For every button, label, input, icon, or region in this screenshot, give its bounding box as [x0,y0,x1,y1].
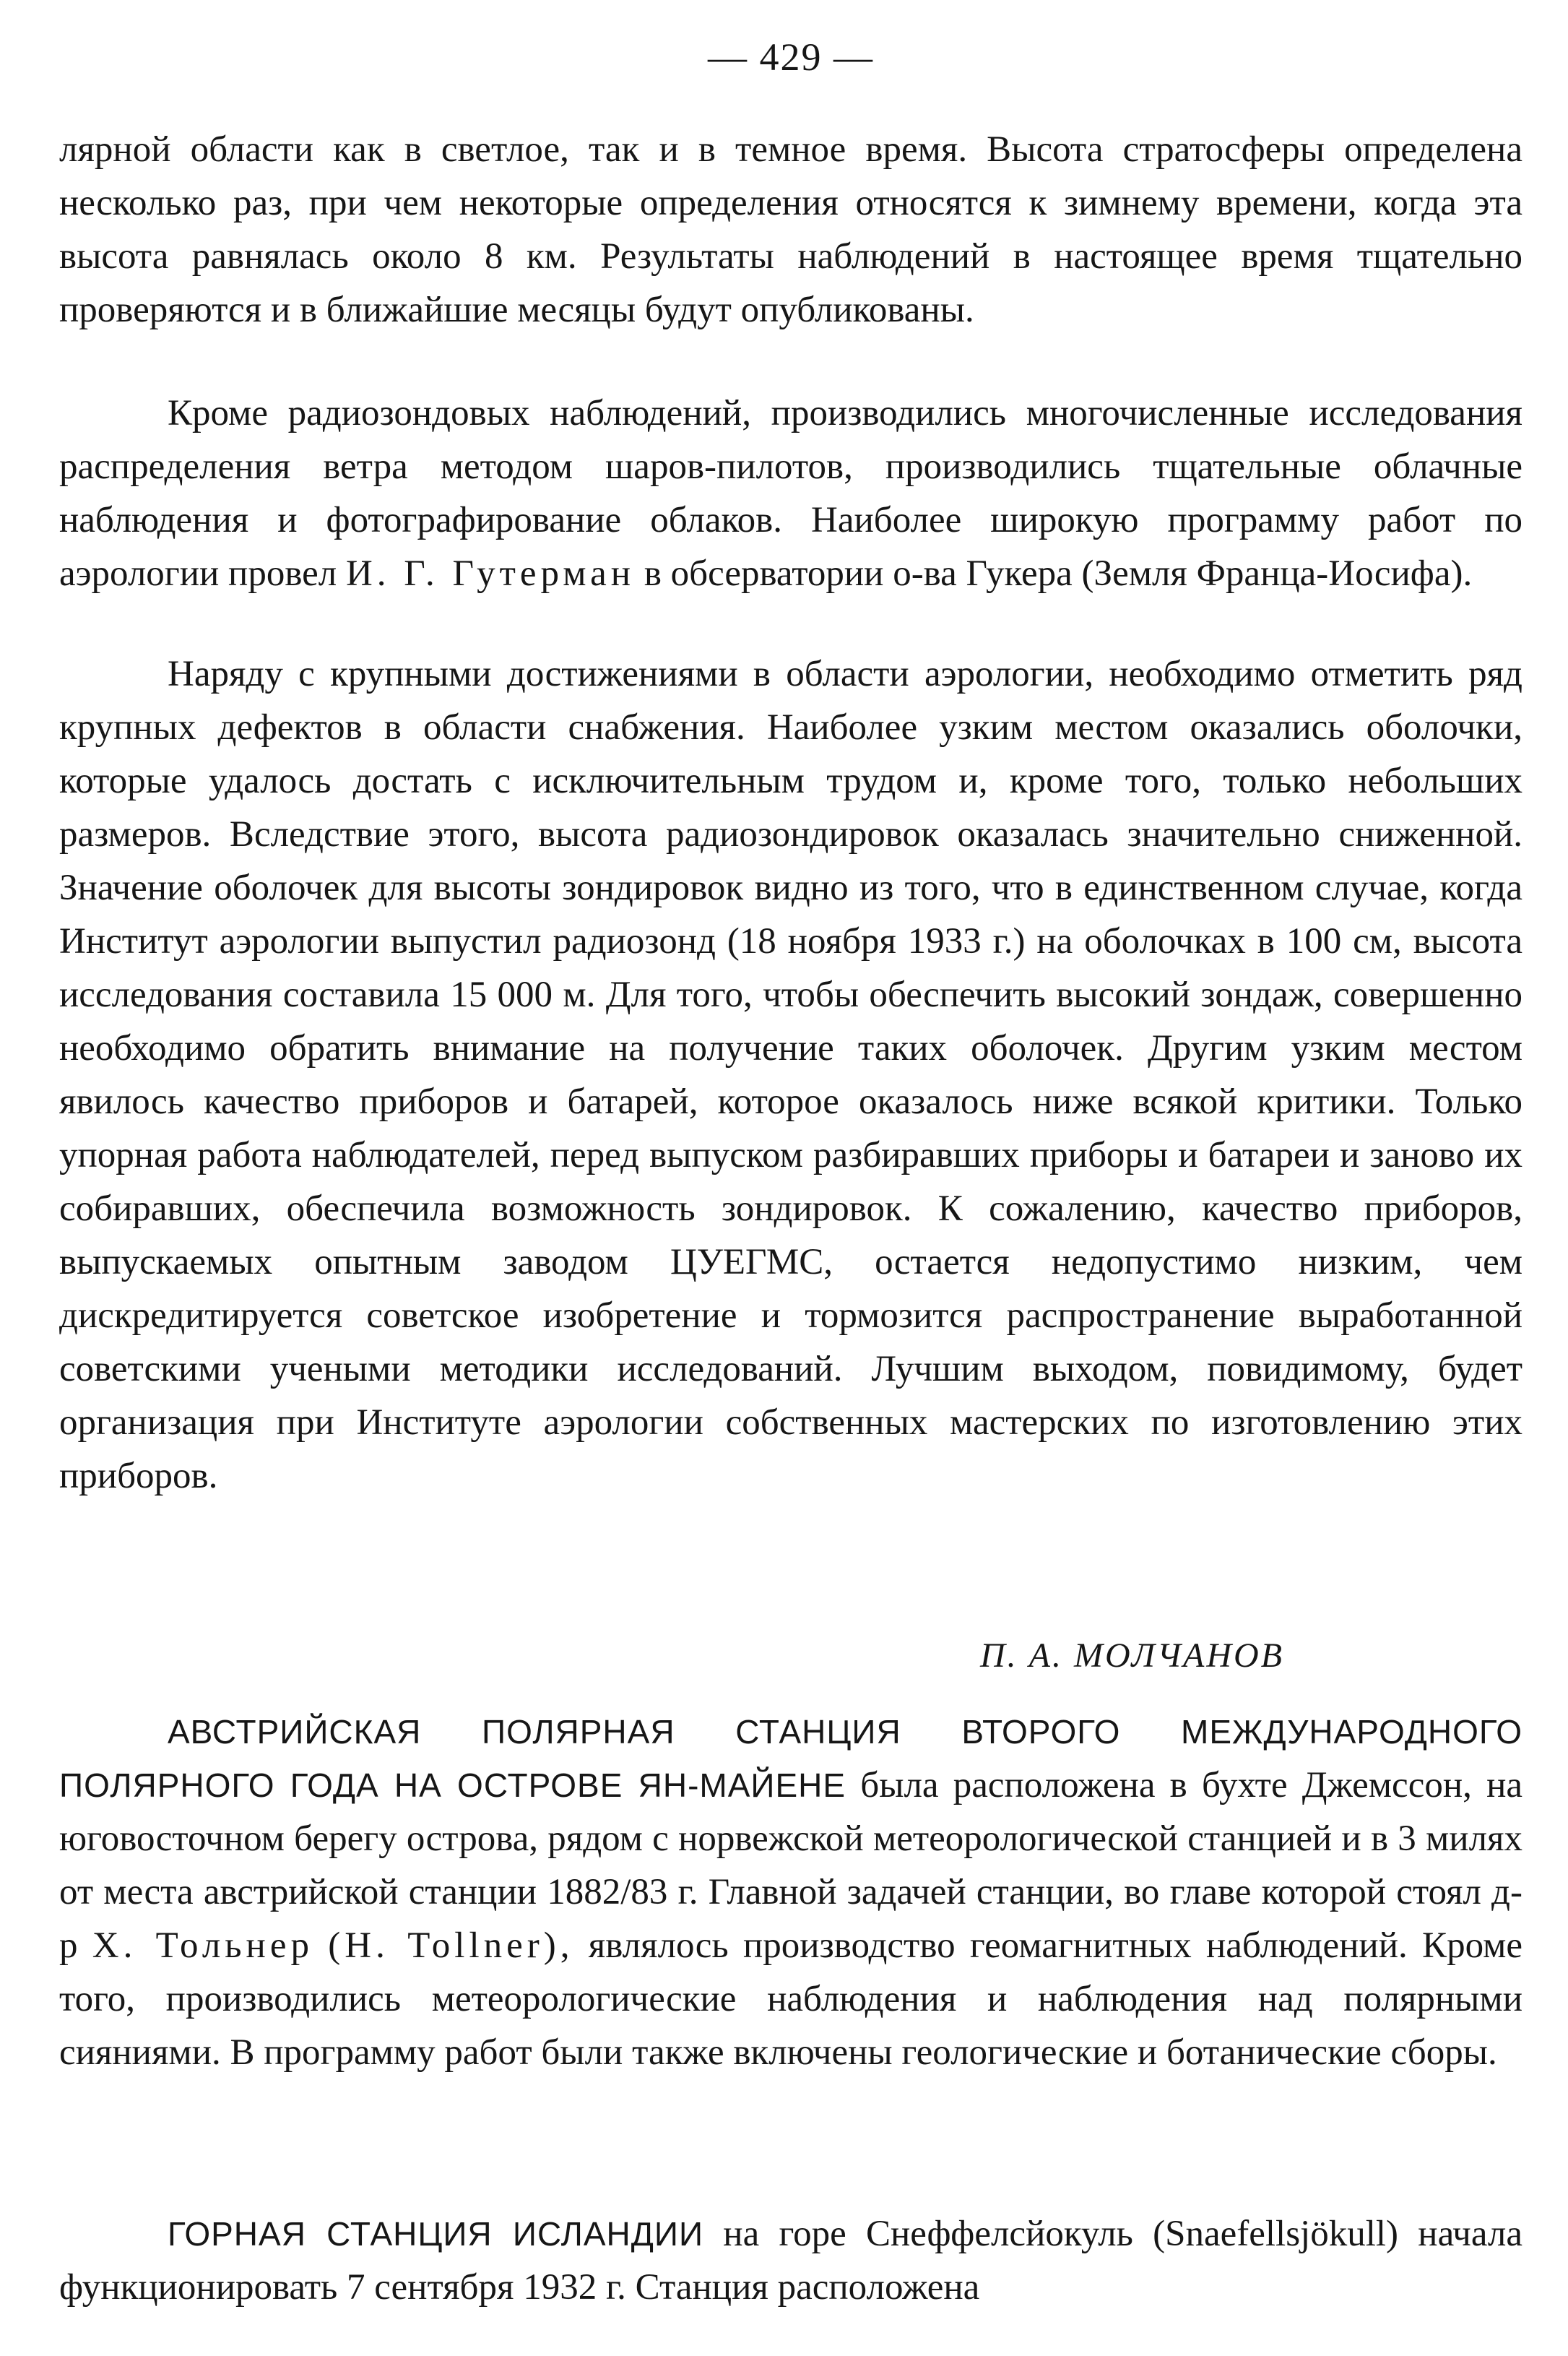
author-signature: П. А. МОЛЧАНОВ [980,1636,1284,1675]
paragraph-continued [59,123,1522,337]
paragraph-text: Наряду с крупными достижениями в области аэрологии, необходимо отметить ряд крупных дефектов в области снабжения. Наиболее узким местом оказались оболочки, которые удалось достать с исключительным трудом и, кроме того, только небольших размеров. Вследствие этого, высота радиозондировок оказалась значительно сниженной. Значение оболочек для высоты зондировок видно из того, что в единственном случае, когда Институт аэрологии выпустил радиозонд (18 ноября 1933 г.) на оболочках в 100 см, высота исследования составила 15 000 м. Для того, чтобы обеспечить высокий зондаж, совершенно необходимо обратить внимание на получение таких оболочек. Другим узким местом явилось качество приборов и батарей, которое оказалось ниже всякой критики. Только упорная работа наблюдателей, перед выпуском разбиравших приборы и батареи и заново их собиравших, обеспечила возможность зондировок. К сожалению, качество приборов, выпускаемых опытным заводом ЦУЕГМС, остается недопустимо низким, чем дискредитируется советское изобретение и тормозится распространение выработанной советскими учеными методики исследований. Лучшим выходом, повидимому, будет организация при Институте аэрологии собственных мастерских по изготовлению этих приборов. [59,654,1522,1496]
section-heading-austrian-station: АВСТРИЙСКАЯ ПОЛЯРНАЯ СТАНЦИЯ ВТОРОГО МЕЖДУНАРОДНОГО ПОЛЯРНОГО ГОДА НА ОСТРОВЕ ЯН-МАЙЕНЕ [59,1713,1522,1804]
person-name-guterman: И. Г. Гутерман [345,553,636,594]
paragraph-body: на горе Снеффелсйокуль (Snaefellsjökull) начала функционировать 7 сентября 1932 г. Станция расположена [59,2214,1522,2308]
paragraph-text: лярной области как в светлое, так и в темное время. Высота стратосферы определена несколько раз, при чем некоторые определения относятся к зимнему времени, когда эта высота равнялась около 8 км. Результаты наблюдений в настоящее время тщательно проверяются и в ближайшие месяцы будут опубликованы. [59,129,1522,330]
paragraph-body-start: была расположена в бухте Джемссон, на юговосточном берегу острова, рядом с норвежской метеорологической станцией и в 3 милях от места австрийской станции 1882/83 г. Главной задачей станции, во главе которой стоял д-р [59,1765,1523,1966]
paragraph-text [59,1705,1522,2079]
book-page [59,0,1522,2356]
paragraph-radiosonde-observations [59,387,1522,600]
person-name-tollner-original: (H. Tollner), [328,1925,574,1966]
person-name-tolner: Х. Тольнер [92,1925,313,1966]
paragraph-tail-text: в обсерватории о-ва Гукера (Земля Франца-Иосифа). [644,553,1473,594]
paragraph-body-end: являлось производство геомагнитных наблюдений. Кроме того, производились метеорологические наблюдения и наблюдения над полярными сияниями. В программу работ были также включены геологические и ботанические сборы. [59,1925,1523,2073]
paragraph-main-text: Кроме радиозондовых наблюдений, производились многочисленные исследования распределения ветра методом шаров-пилотов, производились тщательные облачные наблюдения и фотографирование облаков. Наиболее широкую программу работ по аэрологии провел [59,393,1522,594]
paragraph-austrian-station [59,1705,1522,2079]
paragraph-text [59,387,1522,600]
paragraph-iceland-station [59,2207,1522,2314]
paragraph-supply-defects [59,647,1522,1503]
paragraph-text [59,2207,1522,2314]
section-heading-iceland-station: ГОРНАЯ СТАНЦИЯ ИСЛАНДИИ [168,2215,704,2253]
page-number: — 429 — [708,35,874,79]
